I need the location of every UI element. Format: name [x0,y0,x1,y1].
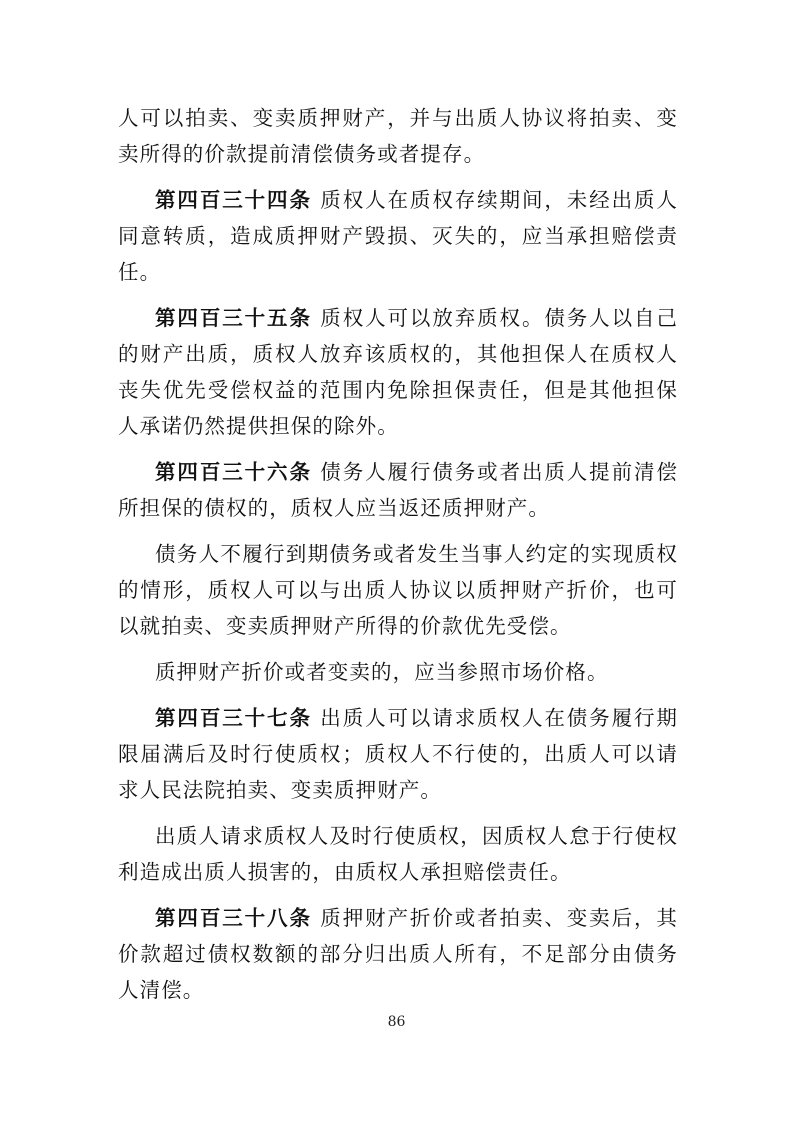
article-paragraph [118,182,678,290]
paragraph-text: 质权人在质权存续期间，未经出质人同意转质，造成质押财产毁损、灭失的，应当承担赔偿责任。 [118,188,678,284]
article-number: 第四百三十八条 [155,906,312,930]
paragraph [118,536,678,644]
article-paragraph [118,700,678,808]
article-number: 第四百三十七条 [155,706,312,730]
paragraph [118,818,678,890]
paragraph [118,100,678,172]
paragraph-text: 质押财产折价或者拍卖、变卖后，其价款超过债权数额的部分归出质人所有，不足部分由债务人清偿。 [118,906,678,1002]
paragraph [118,654,678,690]
body-text [118,100,678,1018]
article-paragraph [118,900,678,1008]
paragraph-text: 债务人履行债务或者出质人提前清偿所担保的债权的，质权人应当返还质押财产。 [118,460,678,520]
page-number: 86 [387,1014,406,1030]
paragraph-text: 质押财产折价或者变卖的，应当参照市场价格。 [155,660,609,684]
article-paragraph [118,454,678,526]
paragraph-text: 出质人请求质权人及时行使质权，因质权人怠于行使权利造成出质人损害的，由质权人承担赔偿责任。 [118,824,678,884]
paragraph-text: 质权人可以放弃质权。债务人以自己的财产出质，质权人放弃该质权的，其他担保人在质权人丧失优先受偿权益的范围内免除担保责任，但是其他担保人承诺仍然提供担保的除外。 [118,306,678,438]
article-number: 第四百三十五条 [155,306,312,330]
article-paragraph [118,300,678,444]
article-number: 第四百三十四条 [155,188,312,212]
paragraph-text: 债务人不履行到期债务或者发生当事人约定的实现质权的情形，质权人可以与出质人协议以质押财产折价，也可以就拍卖、变卖质押财产所得的价款优先受偿。 [118,542,678,638]
paragraph-text: 人可以拍卖、变卖质押财产，并与出质人协议将拍卖、变卖所得的价款提前清偿债务或者提存。 [118,106,678,166]
paragraph-text: 出质人可以请求质权人在债务履行期限届满后及时行使质权；质权人不行使的，出质人可以请求人民法院拍卖、变卖质押财产。 [118,706,678,802]
article-number: 第四百三十六条 [155,460,312,484]
